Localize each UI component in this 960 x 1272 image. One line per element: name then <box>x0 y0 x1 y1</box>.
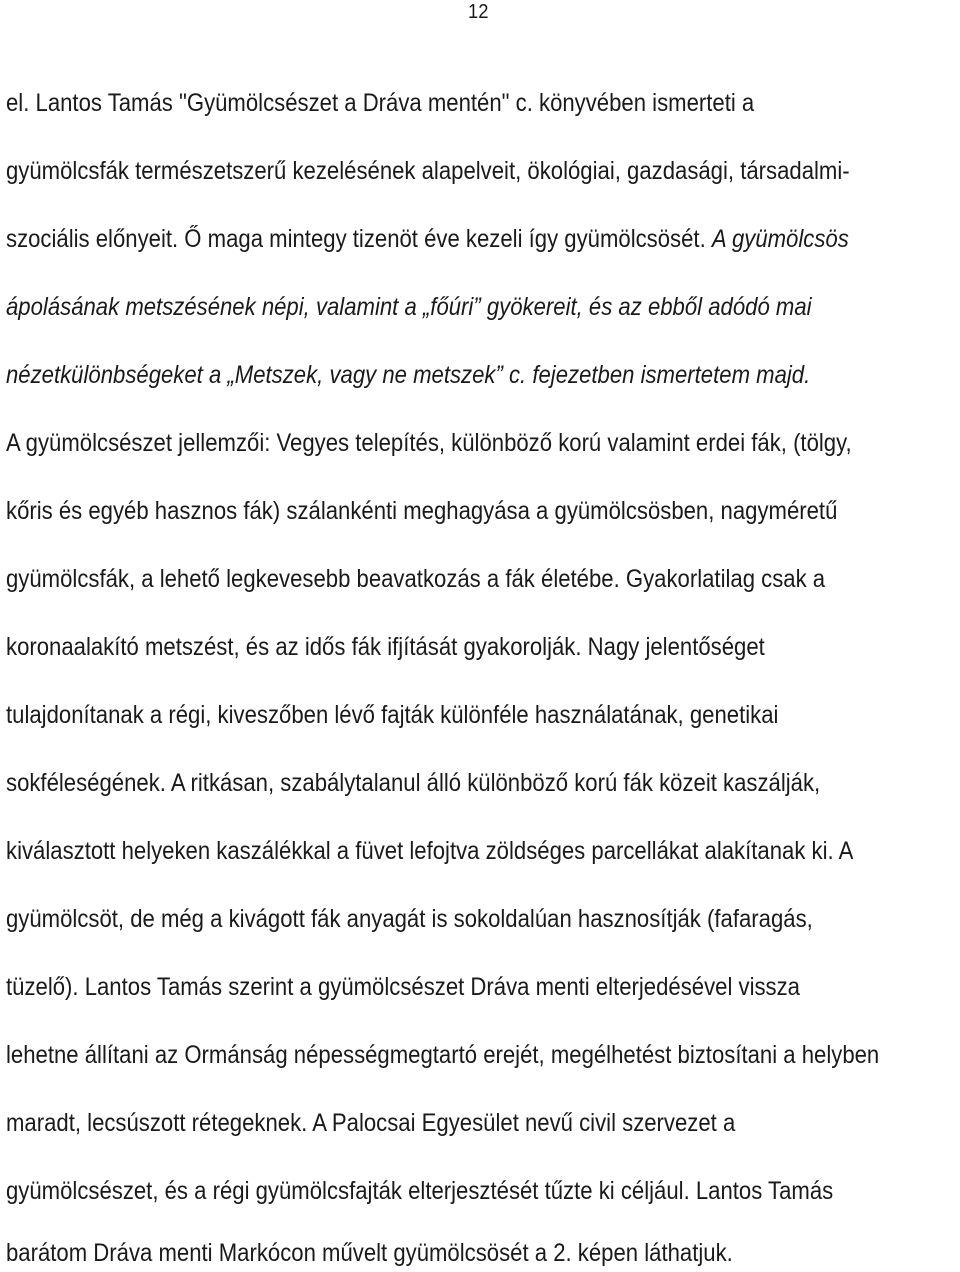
text-line <box>6 904 813 934</box>
text-line <box>6 292 812 322</box>
text-span: szociális előnyeit. Ő maga mintegy tizenöt éve kezeli így gyümölcsösét. <box>6 225 712 253</box>
text-span: gyümölcsészet, és a régi gyümölcsfajták elterjesztését tűzte ki céljául. Lantos Tamás <box>6 1177 834 1205</box>
text-line <box>6 836 853 866</box>
text-span: A gyümölcsészet jellemzői: Vegyes telepítés, különböző korú valamint erdei fák, (tölgy, <box>6 429 852 457</box>
text-line <box>6 632 765 662</box>
text-line <box>6 156 850 186</box>
text-line <box>6 700 778 730</box>
text-line <box>6 564 825 594</box>
italic-text-span: ápolásának metszésének népi, valamint a „főúri” gyökereit, és az ebből adódó mai <box>6 293 812 321</box>
text-span: gyümölcsfák természetszerű kezelésének alapelveit, ökológiai, gazdasági, társadalmi- <box>6 157 850 185</box>
text-span: lehetne állítani az Ormánság népességmegtartó erejét, megélhetést biztosítani a helyben <box>6 1041 880 1069</box>
text-span: kiválasztott helyeken kaszálékkal a füvet lefojtva zöldséges parcellákat alakítanak ki. A <box>6 837 854 865</box>
text-line <box>6 1238 733 1268</box>
text-span: kőris és egyéb hasznos fák) szálankénti meghagyása a gyümölcsösben, nagyméretű <box>6 497 838 525</box>
text-line <box>6 972 800 1002</box>
text-span: tulajdonítanak a régi, kiveszőben lévő fajták különféle használatának, genetikai <box>6 701 779 729</box>
text-line <box>6 1040 879 1070</box>
text-span: gyümölcsfák, a lehető legkevesebb beavatkozás a fák életébe. Gyakorlatilag csak a <box>6 565 826 593</box>
page-number: 12 <box>468 1 489 23</box>
text-line <box>6 768 820 798</box>
italic-text-span: A gyümölcsös <box>711 225 849 253</box>
text-span: koronaalakító metszést, és az idős fák ifjítását gyakorolják. Nagy jelentőséget <box>6 633 765 661</box>
text-span: el. Lantos Tamás "Gyümölcsészet a Dráva mentén" c. könyvében ismerteti a <box>6 89 755 117</box>
text-span: sokféleségének. A ritkásan, szabálytalanul álló különböző korú fák közeit kaszálják, <box>6 769 821 797</box>
text-line <box>6 88 754 118</box>
text-span: barátom Dráva menti Markócon művelt gyümölcsösét a 2. képen láthatjuk. <box>6 1239 733 1267</box>
text-span: maradt, lecsúszott rétegeknek. A Palocsai Egyesület nevű civil szervezet a <box>6 1109 736 1137</box>
text-span: tüzelő). Lantos Tamás szerint a gyümölcsészet Dráva menti elterjedésével vissza <box>6 973 800 1001</box>
italic-text-span: nézetkülönbségeket a „Metszek, vagy ne metszek” c. fejezetben ismertetem majd. <box>6 361 811 389</box>
text-line <box>6 224 849 254</box>
text-line <box>6 428 852 458</box>
text-line <box>6 496 837 526</box>
text-line <box>6 360 810 390</box>
text-line <box>6 1108 735 1138</box>
text-span: gyümölcsöt, de még a kivágott fák anyagát is sokoldalúan hasznosítják (fafaragás, <box>6 905 813 933</box>
text-line <box>6 1176 833 1206</box>
